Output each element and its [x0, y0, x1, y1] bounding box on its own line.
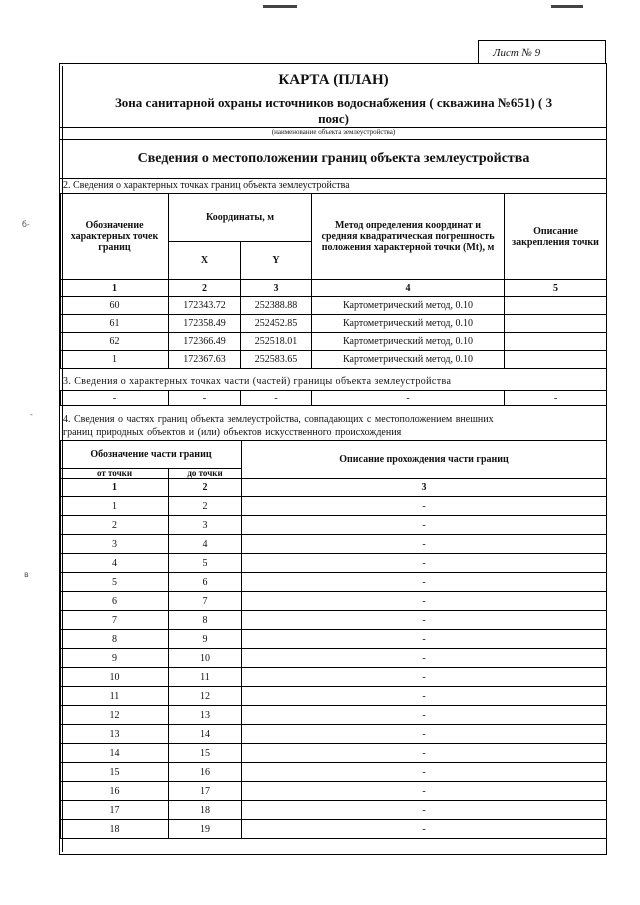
- to-cell: 16: [169, 763, 242, 782]
- from-cell: 16: [61, 782, 169, 801]
- document-title: КАРТА (ПЛАН): [278, 72, 389, 88]
- section2-heading: 2. Сведения о характерных точках границ объекта землеустройства: [63, 180, 350, 191]
- from-cell: 4: [61, 554, 169, 573]
- method-cell: Картометрический метод, 0.10: [312, 351, 505, 369]
- from-cell: 13: [61, 725, 169, 744]
- table-row: [61, 763, 607, 782]
- to-cell: 10: [169, 649, 242, 668]
- desc-cell: -: [242, 725, 607, 744]
- table-row: [61, 668, 607, 687]
- desc-cell: -: [242, 592, 607, 611]
- y-cell: 252583.65: [241, 351, 312, 369]
- document-subtitle-line2: пояс): [318, 111, 349, 126]
- desc-cell: -: [242, 516, 607, 535]
- desc-cell: -: [242, 611, 607, 630]
- table-row: [61, 706, 607, 725]
- table-row: [61, 725, 607, 744]
- col-number: 3: [241, 280, 312, 297]
- from-cell: 15: [61, 763, 169, 782]
- table-row: [61, 782, 607, 801]
- method-cell: Картометрический метод, 0.10: [312, 333, 505, 351]
- to-cell: 6: [169, 573, 242, 592]
- dash-cell: -: [61, 391, 169, 406]
- table-row: [61, 297, 607, 315]
- header-x: X: [169, 242, 241, 280]
- from-cell: 18: [61, 820, 169, 839]
- dash-cell: -: [505, 391, 607, 406]
- to-cell: 2: [169, 497, 242, 516]
- rule-section-title-top: [60, 139, 606, 140]
- to-cell: 8: [169, 611, 242, 630]
- from-cell: 7: [61, 611, 169, 630]
- scan-mark-top-center: [263, 5, 297, 8]
- to-cell: 9: [169, 630, 242, 649]
- from-cell: 8: [61, 630, 169, 649]
- from-cell: 11: [61, 687, 169, 706]
- scan-mark-top-right: [551, 5, 583, 8]
- header-point-designation: Обозначение характерных точек границ: [61, 194, 169, 280]
- from-cell: 6: [61, 592, 169, 611]
- x-cell: 172343.72: [169, 297, 241, 315]
- from-cell: 2: [61, 516, 169, 535]
- to-cell: 15: [169, 744, 242, 763]
- sheet-number-label: Лист № 9: [478, 40, 606, 64]
- header-y: Y: [241, 242, 312, 280]
- x-cell: 172358.49: [169, 315, 241, 333]
- desc-cell: [505, 297, 607, 315]
- table-row: [61, 573, 607, 592]
- dash-cell: -: [241, 391, 312, 406]
- method-cell: Картометрический метод, 0.10: [312, 297, 505, 315]
- from-cell: 12: [61, 706, 169, 725]
- desc-cell: -: [242, 668, 607, 687]
- to-cell: 18: [169, 801, 242, 820]
- point-cell: 61: [61, 315, 169, 333]
- to-cell: 5: [169, 554, 242, 573]
- table-row: [61, 630, 607, 649]
- to-cell: 17: [169, 782, 242, 801]
- section4-rows: [61, 497, 607, 839]
- x-cell: 172367.63: [169, 351, 241, 369]
- desc-cell: [505, 333, 607, 351]
- header-fixing-description: Описание закрепления точки: [505, 194, 607, 280]
- col-number: 2: [169, 479, 242, 497]
- desc-cell: -: [242, 801, 607, 820]
- side-mark-3: в: [24, 570, 29, 579]
- table-row: [61, 592, 607, 611]
- desc-cell: -: [242, 820, 607, 839]
- table-row: [61, 820, 607, 839]
- desc-cell: -: [242, 744, 607, 763]
- table-row: [61, 801, 607, 820]
- from-cell: 5: [61, 573, 169, 592]
- section-title: Сведения о местоположении границ объекта землеустройства: [137, 151, 530, 166]
- desc-cell: -: [242, 706, 607, 725]
- from-cell: 3: [61, 535, 169, 554]
- to-cell: 3: [169, 516, 242, 535]
- dash-cell: -: [312, 391, 505, 406]
- method-cell: Картометрический метод, 0.10: [312, 315, 505, 333]
- desc-cell: -: [242, 763, 607, 782]
- section4-table: [60, 440, 607, 839]
- to-cell: 13: [169, 706, 242, 725]
- desc-cell: [505, 315, 607, 333]
- col-number: 1: [61, 479, 169, 497]
- desc-cell: -: [242, 497, 607, 516]
- table-row: [61, 315, 607, 333]
- y-cell: 252388.88: [241, 297, 312, 315]
- from-cell: 1: [61, 497, 169, 516]
- table-row: [61, 687, 607, 706]
- table-row: [61, 333, 607, 351]
- table-row: [61, 744, 607, 763]
- dash-cell: -: [169, 391, 241, 406]
- section3-heading: 3. Сведения о характерных точках части (частей) границы объекта землеустройства: [63, 376, 452, 387]
- side-mark-2: -: [30, 410, 33, 419]
- point-cell: 62: [61, 333, 169, 351]
- header-from-point: от точки: [61, 469, 169, 479]
- y-cell: 252452.85: [241, 315, 312, 333]
- table-row: [61, 554, 607, 573]
- col-number: 5: [505, 280, 607, 297]
- to-cell: 19: [169, 820, 242, 839]
- header-part-description: Описание прохождения части границ: [242, 441, 607, 479]
- desc-cell: -: [242, 535, 607, 554]
- header-coordinates: Координаты, м: [169, 194, 312, 242]
- table-row: [61, 516, 607, 535]
- section3-table: [60, 390, 607, 406]
- table-row: [61, 611, 607, 630]
- y-cell: 252518.01: [241, 333, 312, 351]
- col-number: 2: [169, 280, 241, 297]
- header-to-point: до точки: [169, 469, 242, 479]
- desc-cell: -: [242, 782, 607, 801]
- table-row: [61, 535, 607, 554]
- section2-table: [60, 193, 607, 369]
- document-subtitle-line1: Зона санитарной охраны источников водоснабжения ( скважина №651) ( 3: [114, 95, 553, 110]
- from-cell: 17: [61, 801, 169, 820]
- header-method: Метод определения координат и средняя квадратическая погрешность положения характерной точки (Mt), м: [312, 194, 505, 280]
- col-number: 4: [312, 280, 505, 297]
- rule-section-title-bottom: [60, 178, 606, 179]
- section4-heading-line2: границ природных объектов и (или) объектов искусственного происхождения: [63, 427, 402, 438]
- to-cell: 7: [169, 592, 242, 611]
- object-caption: (наименование объекта землеустройства): [271, 128, 396, 136]
- to-cell: 12: [169, 687, 242, 706]
- desc-cell: -: [242, 630, 607, 649]
- to-cell: 4: [169, 535, 242, 554]
- desc-cell: -: [242, 649, 607, 668]
- x-cell: 172366.49: [169, 333, 241, 351]
- point-cell: 60: [61, 297, 169, 315]
- point-cell: 1: [61, 351, 169, 369]
- desc-cell: -: [242, 687, 607, 706]
- desc-cell: [505, 351, 607, 369]
- table-row: [61, 351, 607, 369]
- col-number: 3: [242, 479, 607, 497]
- desc-cell: -: [242, 573, 607, 592]
- from-cell: 10: [61, 668, 169, 687]
- to-cell: 11: [169, 668, 242, 687]
- section4-heading-line1: 4. Сведения о частях границ объекта землеустройства, совпадающих с местоположением внешних: [63, 414, 494, 425]
- to-cell: 14: [169, 725, 242, 744]
- col-number: 1: [61, 280, 169, 297]
- header-part-designation: Обозначение части границ: [61, 441, 242, 469]
- table-row: [61, 391, 607, 406]
- from-cell: 14: [61, 744, 169, 763]
- table-row: [61, 649, 607, 668]
- side-mark-1: б-: [22, 220, 30, 229]
- table-row: [61, 497, 607, 516]
- desc-cell: -: [242, 554, 607, 573]
- from-cell: 9: [61, 649, 169, 668]
